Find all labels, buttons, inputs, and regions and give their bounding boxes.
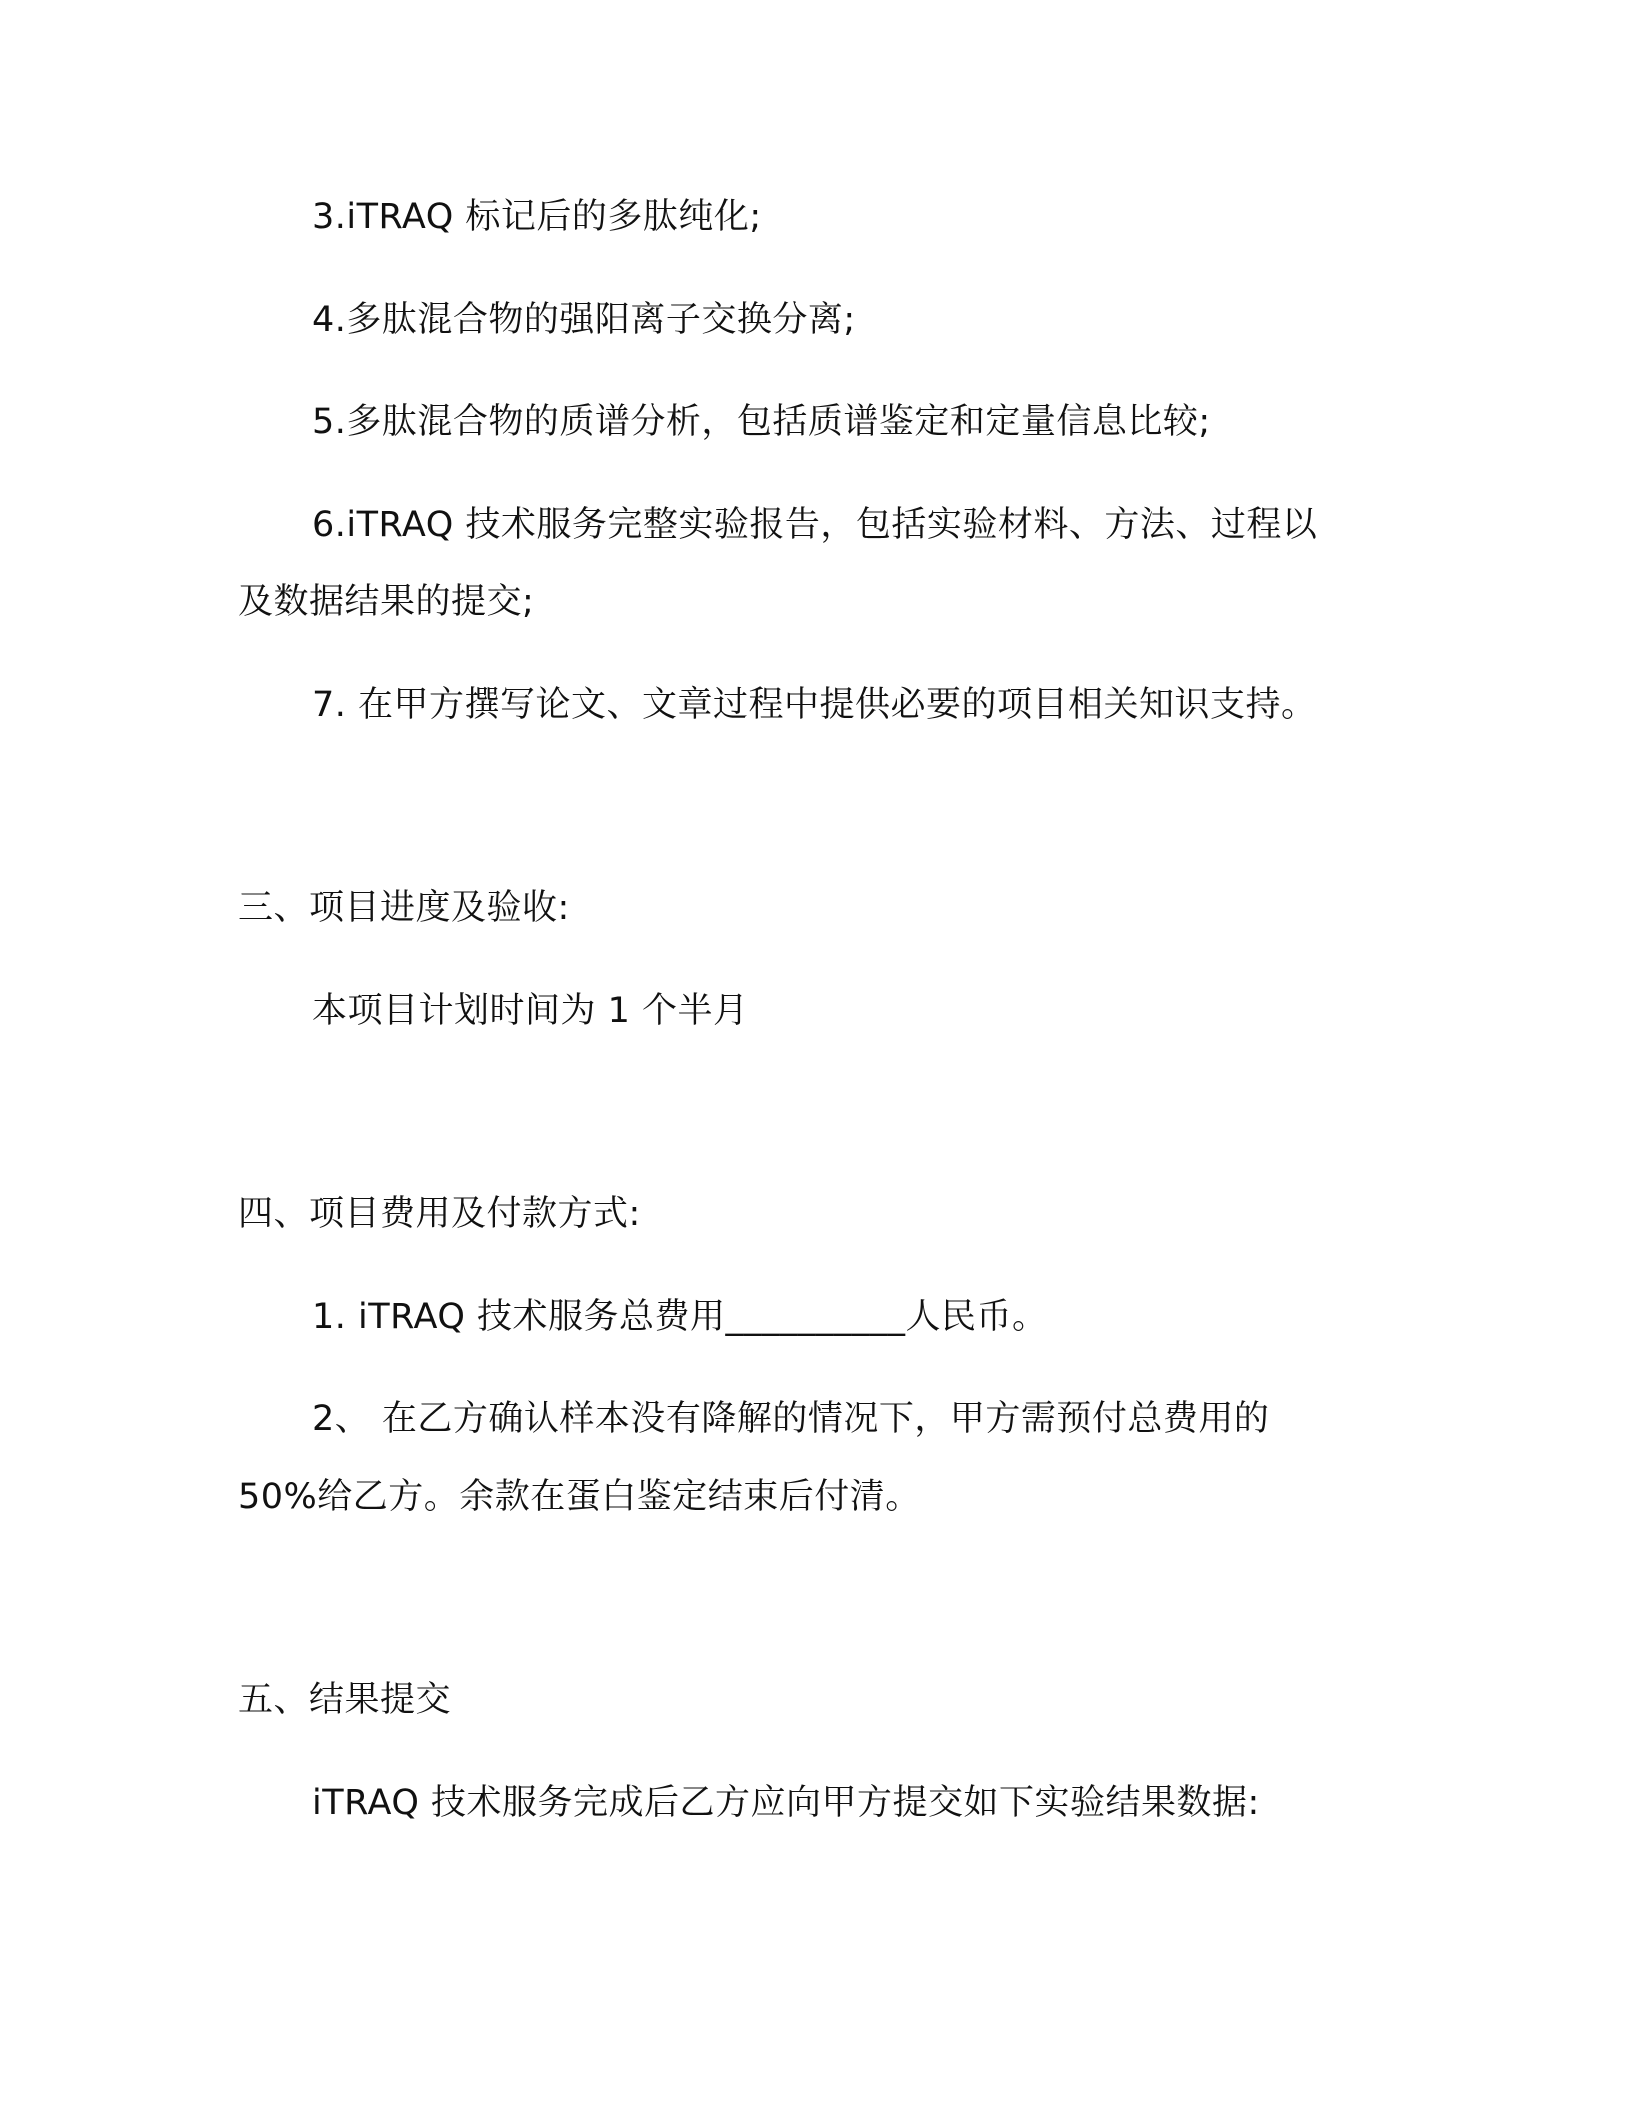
- list-item-3: 3.iTRAQ 标记后的多肽纯化;: [312, 197, 762, 237]
- section-4-paragraph-2-line-1: 2、 在乙方确认样本没有降解的情况下，甲方需预付总费用的: [312, 1399, 1270, 1439]
- list-item-6-line-2: 及数据结果的提交;: [238, 582, 535, 622]
- list-item-6-line-1: 6.iTRAQ 技术服务完整实验报告，包括实验材料、方法、过程以: [312, 505, 1318, 545]
- section-5-body: iTRAQ 技术服务完成后乙方应向甲方提交如下实验结果数据:: [312, 1783, 1260, 1823]
- section-4-paragraph-1: 1. iTRAQ 技术服务总费用__________人民币。: [312, 1297, 1048, 1337]
- section-5-heading: 五、结果提交: [238, 1680, 452, 1720]
- list-item-7: 7. 在甲方撰写论文、文章过程中提供必要的项目相关知识支持。: [312, 685, 1317, 725]
- section-3-body: 本项目计划时间为 1 个半月: [312, 991, 749, 1031]
- section-4-heading: 四、项目费用及付款方式:: [238, 1194, 641, 1234]
- section-4-paragraph-2-line-2: 50%给乙方。余款在蛋白鉴定结束后付清。: [238, 1477, 921, 1517]
- list-item-4: 4.多肽混合物的强阳离子交换分离;: [312, 300, 856, 340]
- section-3-heading: 三、项目进度及验收:: [238, 888, 570, 928]
- list-item-5: 5.多肽混合物的质谱分析，包括质谱鉴定和定量信息比较;: [312, 402, 1211, 442]
